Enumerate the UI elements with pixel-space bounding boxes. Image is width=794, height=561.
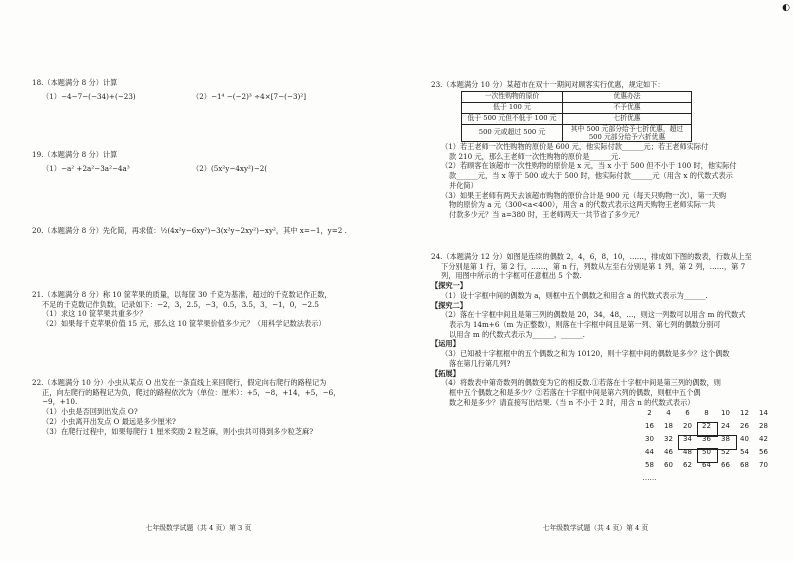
discount-cell: 低于 500 元但不低于 100 元 [462, 113, 563, 124]
q21-line-2: 不足的千克数记作负数，记录如下：−2，3，2.5，−3，0.5，3.5，3，−1，0，−2.5 [42, 299, 319, 309]
discount-table [461, 91, 692, 142]
grid-cell [678, 474, 697, 487]
grid-cell [697, 474, 716, 487]
grid-cell: 8 [704, 409, 709, 417]
q23-line-4: 款______元，当 x 等于 500 或大于 500 时，他实际付款______元（用含 x 的代数式表示 [449, 171, 733, 181]
grid-cell: 66 [721, 461, 730, 469]
grid-cell: 58 [645, 461, 654, 469]
grid-cell: 20 [683, 422, 692, 430]
grid-cell: 14 [759, 409, 768, 417]
extend-line-3: 数之和是多少？请直接写出结果.（当 n 不小于 2 时，用含 n 的代数式表示） [449, 397, 695, 407]
grid-cell: 6 [685, 409, 690, 417]
grid-cell: 12 [740, 409, 749, 417]
grid-cell: 48 [683, 448, 692, 456]
q23-line-2: 款 210 元，那么王老师一次性购物的原价是______元. [449, 151, 621, 161]
q21-line-4: （2）如果每千克苹果价值 15 元，那么这 10 筐苹果价值多少元？（用科学记数法表示） [42, 319, 326, 329]
question-22 [32, 378, 340, 436]
q19-title: 19.（本题满分 8 分）计算 [32, 150, 118, 159]
grid-cell: 26 [740, 422, 749, 430]
grid-row [640, 474, 773, 487]
grid-cell: 4 [666, 409, 671, 417]
left-page-footer: 七年级数学试题（共 4 页）第 3 页 [145, 523, 252, 532]
grid-cell: 16 [645, 422, 654, 430]
grid-cell: 44 [645, 448, 654, 456]
extend-tag: 【拓展】 [431, 368, 460, 378]
grid-cell: 52 [721, 448, 730, 456]
grid-cell: 28 [759, 422, 768, 430]
grid-cell: 40 [740, 435, 749, 443]
discount-cell: 其中 500 元部分给予七折优惠，超过 500 元部分给予六折优惠 [563, 124, 692, 141]
q24-line-3: 列，用图中所示的十字框可任意框出 5 个数. [441, 271, 582, 281]
q22-line-4: （1）小虫是否回到出发点 O? [42, 407, 138, 417]
q24-line-1: 24.（本题满分 12 分）如图是连续的偶数 2，4，6，8，10，……，排成如下图的数表，行数从上至 [431, 252, 752, 261]
q18-item-2: （2）−1⁴ −(−2)³ ÷4×[7−(−3)²] [192, 91, 307, 101]
q20-text: 20.（本题满分 8 分）先化简，再求值：½(4x²y−6xy²)−3(x²y−2xy²)−xy²，其中 x=−1，y=2 . [32, 226, 347, 235]
discount-table-header [462, 91, 692, 102]
grid-cell: 30 [645, 435, 654, 443]
q23-line-8: 付款多少元？当 a=380 时，王老师两天一共节省了多少元？ [449, 210, 643, 220]
grid-cell [659, 474, 678, 487]
explore-1-tag: 【探究一】 [431, 281, 467, 291]
apply-line-1: （3）已知被十字框框中的五个偶数之和为 10120，则十字框中间的偶数是多少？这个偶数 [441, 349, 730, 359]
question-18 [32, 78, 306, 101]
grid-cell: 46 [664, 448, 673, 456]
extend-line-1: （4）将数表中第奇数列的偶数变为它的相反数.①若落在十字框中间是第三列的偶数，则 [441, 378, 721, 388]
q19-item-2: （2）(5x²y−4xy²)−2( [192, 163, 268, 173]
q22-line-3: −9，+10. [42, 397, 78, 407]
grid-cell: 10 [721, 409, 730, 417]
q23-line-1: （1）若王老师一次性购物的原价是 600 元，他实际付款______元；若王老师实际付 [441, 142, 709, 152]
q21-line-1: 21.（本题满分 8 分）称 10 筐苹果的质量，以每筐 30 千克为基准，超过的千克数记作正数， [32, 290, 332, 299]
grid-cell: 62 [683, 461, 692, 469]
discount-header-method: 优惠办法 [563, 91, 692, 102]
explore-1-text: （1）设十字框中间的偶数为 a，则框中五个偶数之和用含 a 的代数式表示为______. [441, 290, 708, 300]
corner-mark: ◐ [782, 3, 790, 13]
q19-item-1: （1）−a² +2a²−3a²−4a³ [42, 163, 130, 173]
q23-intro: 23.（本题满分 10 分）某超市在双十一期间对顾客实行优惠，规定如下： [431, 80, 665, 89]
grid-cell: 54 [740, 448, 749, 456]
q18-title: 18.（本题满分 8 分）计算 [32, 78, 118, 87]
grid-cell: 36 [702, 435, 711, 443]
grid-cell [735, 474, 754, 487]
grid-cell [716, 474, 735, 487]
question-21 [32, 290, 332, 329]
cross-frame-bottom [697, 448, 718, 463]
explore-2-line-2: 表示为 14m+6（m 为正整数），则落在十字框中间且是第一列、第七列的偶数分别可 [449, 320, 721, 330]
grid-cell: 56 [759, 448, 768, 456]
q21-line-3: （1）求这 10 筐苹果共重多少？ [42, 309, 147, 319]
discount-cell: 低于 100 元 [462, 102, 563, 113]
q22-line-5: （2）小虫离开出发点 O 最远是多少厘米? [42, 416, 176, 426]
q22-line-6: （3）在爬行过程中，如果每爬行 1 厘米奖励 2 粒芝麻，则小虫共可得到多少粒芝麻? [42, 426, 314, 436]
grid-row [640, 409, 773, 422]
apply-line-2: 落在第几行第几列? [449, 358, 511, 368]
discount-cell: 500 元或超过 500 元 [462, 124, 563, 141]
q24-line-2: 下分别是第 1 行，第 2 行，……，第 n 行，列数从左至右分别是第 1 列，第 2 列，……，第 7 [441, 261, 746, 271]
q23-line-7: 物的原价为 a 元（300<a<400），用含 a 的代数式表示这两天购物王老师实际一共 [449, 200, 716, 210]
even-number-grid [640, 409, 773, 487]
discount-table-row [462, 124, 692, 141]
q22-line-1: 22.（本题满分 10 分）小虫从某点 O 出发在一条直线上来回爬行，假定向右爬行的路程记为 [32, 378, 327, 387]
grid-cell: 64 [702, 461, 711, 469]
explore-2-line-3: 以用含 m 的代数式表示为______，______. [449, 329, 585, 339]
question-20 [32, 226, 347, 236]
question-23 [431, 80, 737, 220]
grid-cell: 18 [664, 422, 673, 430]
grid-cell: 38 [721, 435, 730, 443]
discount-table-row [462, 102, 692, 113]
grid-cell: …… [642, 474, 657, 482]
grid-cell: 32 [664, 435, 673, 443]
explore-2-tag: 【探究二】 [431, 300, 467, 310]
grid-cell: 22 [702, 422, 711, 430]
grid-cell: 2 [647, 409, 652, 417]
grid-cell: 70 [759, 461, 768, 469]
right-page-footer: 七年级数学试题（共 4 页）第 4 页 [542, 523, 649, 532]
grid-cell: 50 [702, 448, 711, 456]
extend-line-2: 框中五个偶数之和是多少？②若落在十字框中间是第六列的偶数，则框中五个偶 [449, 388, 701, 398]
discount-cell: 七折优惠 [563, 113, 692, 124]
discount-header-price: 一次性购物的原价 [462, 91, 563, 102]
question-24 [431, 252, 752, 408]
grid-cell: 34 [683, 435, 692, 443]
grid-cell: 24 [721, 422, 730, 430]
q22-line-2: 正，向左爬行的路程记为负，爬过的路程依次为（单位：厘米）：+5，−8，+14，+5，−6， [42, 387, 341, 397]
grid-cell [754, 474, 773, 487]
q23-line-3: （2）若顾客在该超市一次性购物的原价是 x 元，当 x 小于 500 但不小于 100 时，他实际付 [441, 161, 737, 171]
q23-line-5: 并化简） [449, 180, 478, 190]
discount-cell: 不予优惠 [563, 102, 692, 113]
grid-cell: 68 [740, 461, 749, 469]
explore-2-line-1: （2）落在十字框中间且是第三列的偶数是 20，34，48，…，则这一列数可以用含 m 的代数式 [441, 310, 746, 320]
discount-table-row [462, 113, 692, 124]
question-19 [32, 150, 267, 173]
q18-item-1: （1）−4−7−(−34)+(−23) [42, 91, 136, 101]
grid-cell: 60 [664, 461, 673, 469]
grid-cell: 42 [759, 435, 768, 443]
q23-line-6: （3）如果王老师有两天去该超市购物的原价合计是 900 元（每天只购物一次），第一天购 [441, 190, 727, 200]
apply-tag: 【运用】 [431, 339, 460, 349]
